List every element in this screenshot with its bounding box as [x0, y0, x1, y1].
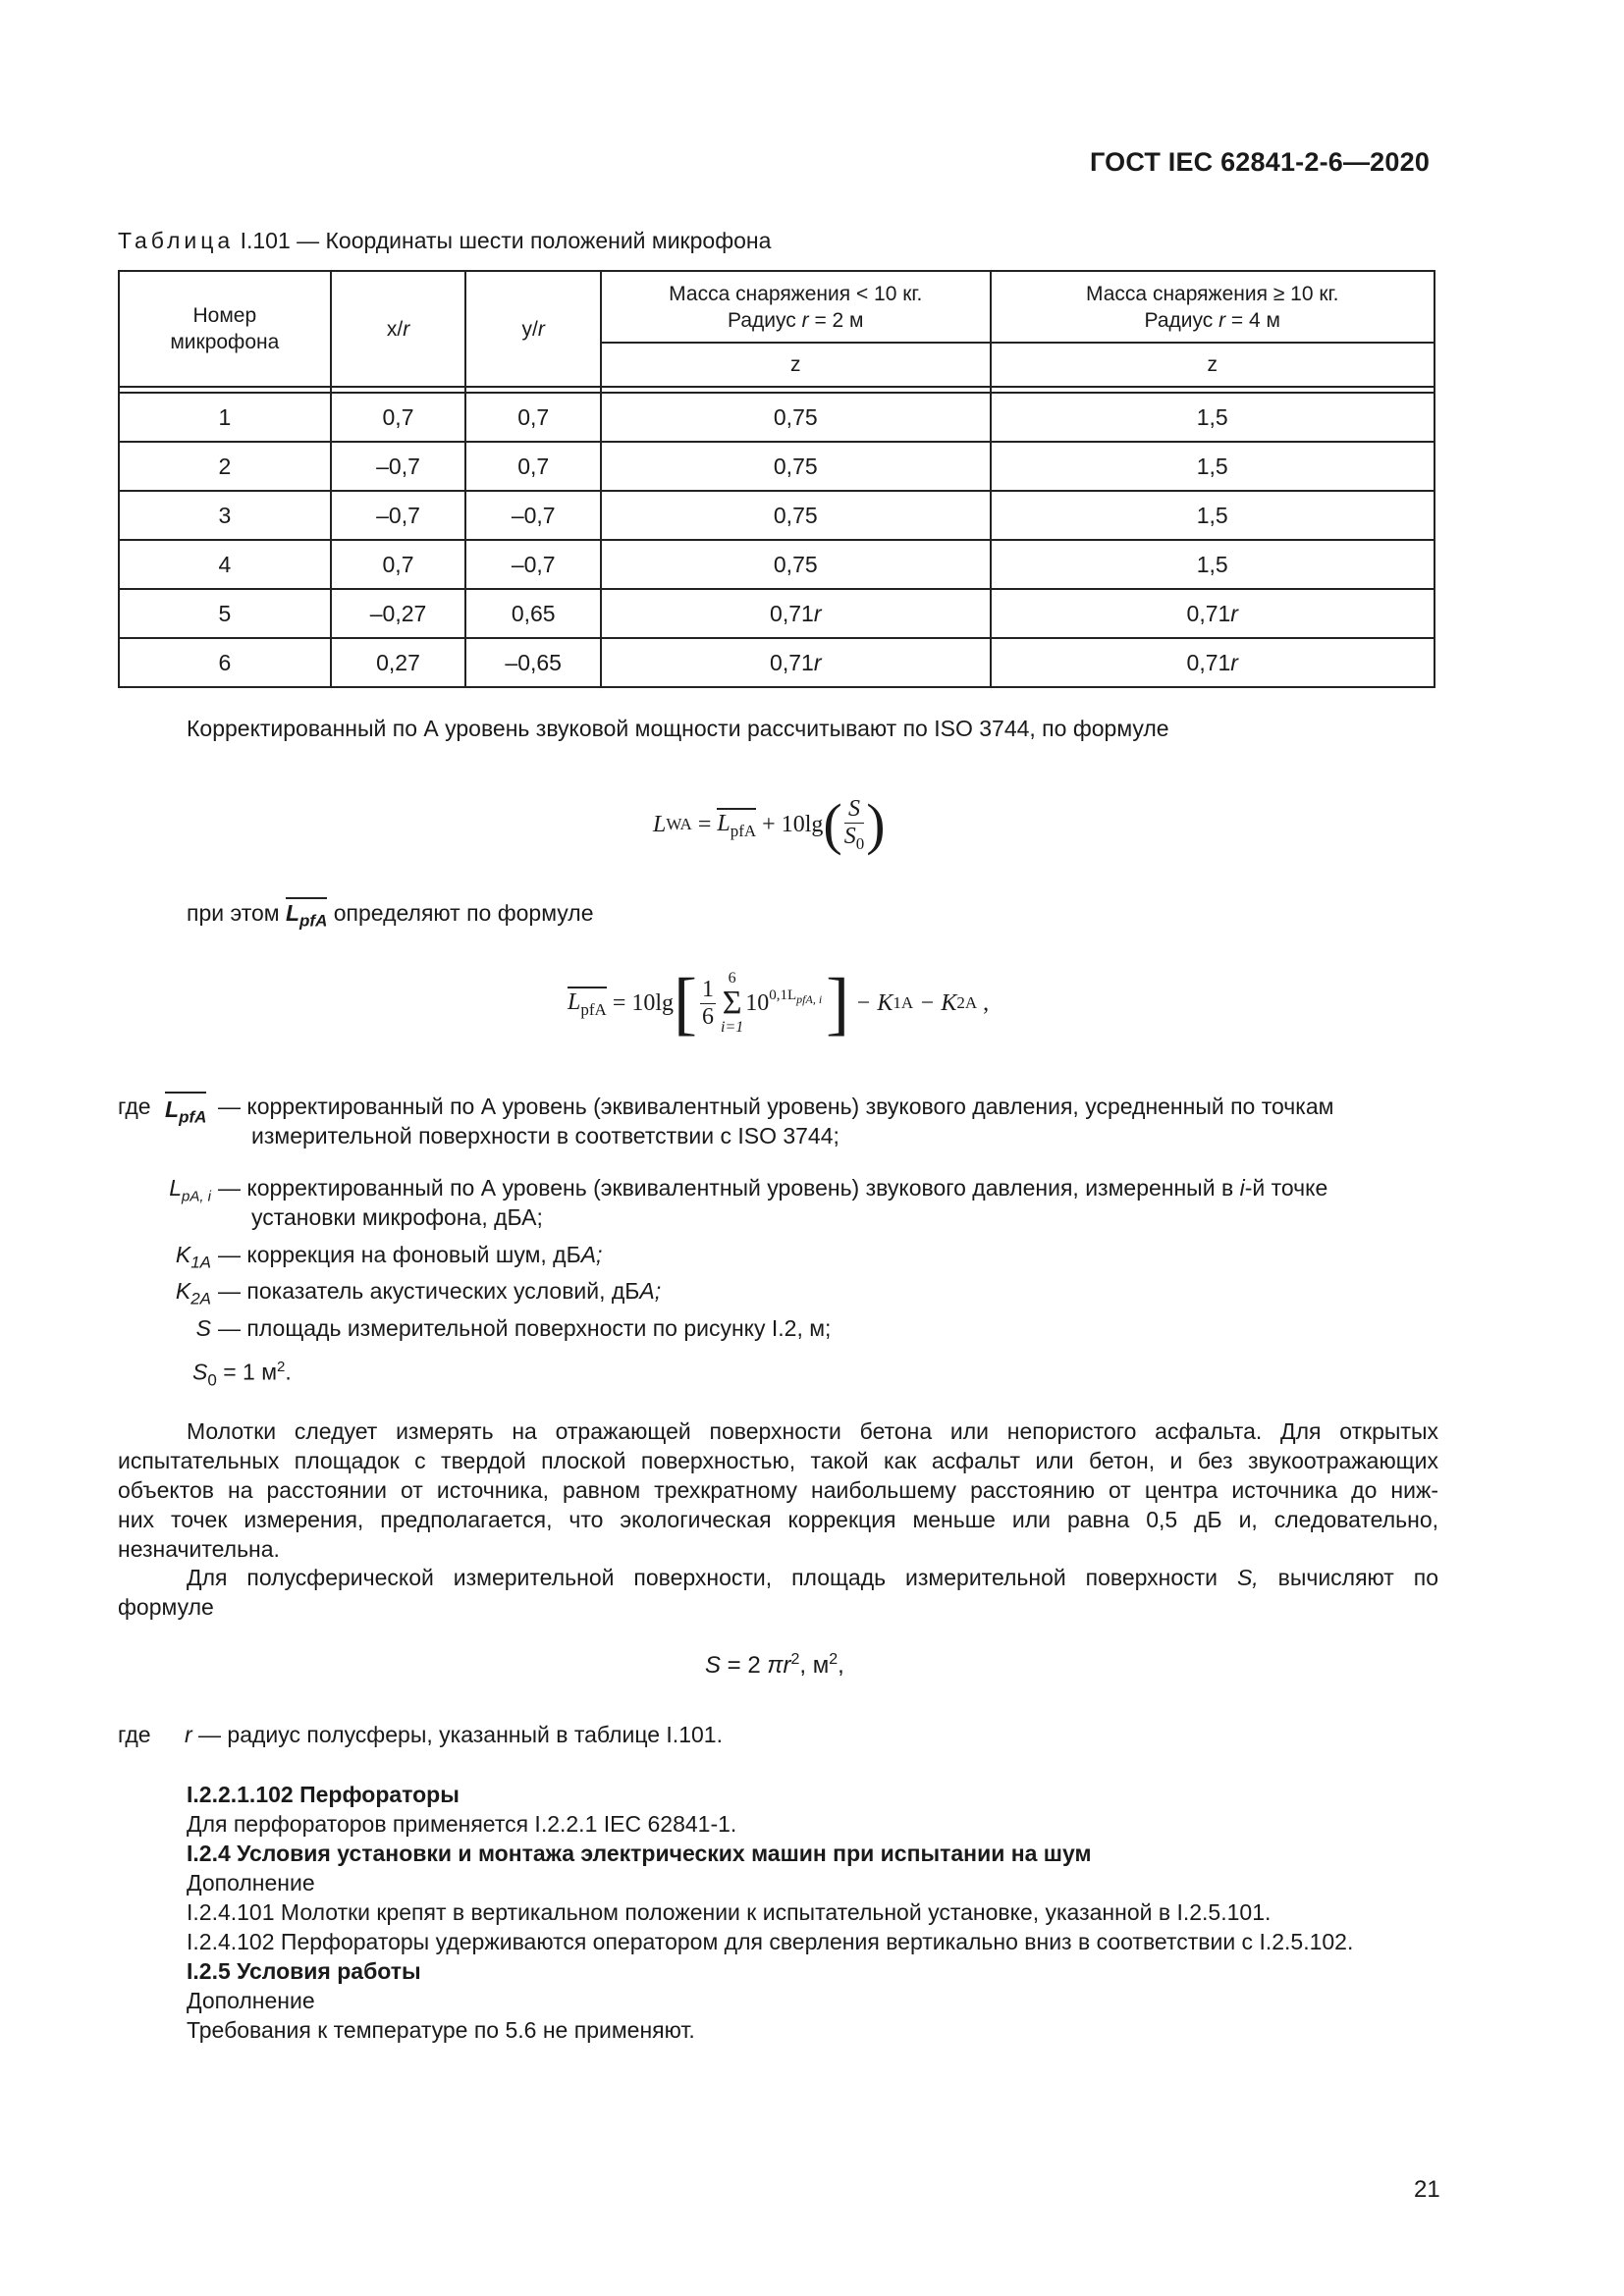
table-cell-z1: 0,75 [601, 540, 990, 589]
section-text-hammers-mount: I.2.4.101 Молотки крепят в вертикальном положении к испытательной установке, указанной в I.2.5.101. [187, 1899, 1272, 1925]
table-cell-n: 1 [119, 393, 331, 442]
section-heading-operating: I.2.5 Условия работы [187, 1958, 421, 1984]
table-row [119, 589, 1435, 638]
table-cell-y: –0,7 [465, 540, 601, 589]
table-cell-z2: 0,71r [991, 638, 1435, 687]
section-text-temperature: Требования к температуре по 5.6 не применяют. [187, 2017, 695, 2043]
table-cell-y: 0,7 [465, 393, 601, 442]
section-block [187, 1780, 1443, 2045]
table-cell-n: 6 [119, 638, 331, 687]
header-mass-large: Масса снаряжения ≥ 10 кг. Радиус r = 4 м [991, 271, 1435, 343]
formula-lwa: L WA = $L_{pfA}$ + 10lg ( S $S_0$ ) [653, 792, 886, 856]
table-cell-z2: 1,5 [991, 442, 1435, 491]
table-caption-prefix: Таблица [118, 228, 235, 253]
table-cell-z2: 1,5 [991, 393, 1435, 442]
table-cell-z1: 0,71r [601, 589, 990, 638]
section-heading-perforators: I.2.2.1.102 Перфораторы [187, 1782, 460, 1807]
table-cell-z1: 0,75 [601, 442, 990, 491]
table-cell-z1: 0,75 [601, 393, 990, 442]
table-cell-y: 0,7 [465, 442, 601, 491]
formula-lpfa: $L_{pfA}$ = 10lg [ 1 6 6 Σ i=1 10 $^{0,1L_{pfA, i}}$ ] − K 1A − K 2A , [568, 964, 990, 1042]
table-cell-x: –0,7 [331, 442, 466, 491]
hemisphere-paragraph: Для полусферической измерительной поверхности, площадь измерительной поверхности S, вычисляют по формуле [118, 1565, 1438, 1620]
table-cell-n: 3 [119, 491, 331, 540]
table-cell-x: 0,27 [331, 638, 466, 687]
document-code: ГОСТ IEC 62841-2-6—2020 [1090, 147, 1431, 177]
table-cell-y: –0,7 [465, 491, 601, 540]
table-cell-n: 2 [119, 442, 331, 491]
header-x: x/r [331, 271, 466, 387]
table-cell-x: 0,7 [331, 540, 466, 589]
table-cell-x: 0,7 [331, 393, 466, 442]
hammers-paragraph: Молотки следует измерять на отражающей поверхности бетона или непористого асфальта. Для открытых испытательных площадок с твердой плоской поверхностью, такой как асфальт или бетон, и без звукоотражающих объектов на расстоянии от источника, равном трехкратному наибольшему расстоянию от центра источника до ниж- них точек измерения, предполагается, что экологическая коррекция меньше или равна 0,5 дБ и, следовательно, незначительна. [118, 1418, 1438, 1562]
section-heading-installation: I.2.4 Условия установки и монтажа электрических машин при испытании на шум [187, 1841, 1092, 1866]
table-cell-z1: 0,75 [601, 491, 990, 540]
table-row [119, 540, 1435, 589]
table-cell-z2: 1,5 [991, 491, 1435, 540]
table-cell-x: –0,7 [331, 491, 466, 540]
section-text-perforators: Для перфораторов применяется I.2.2.1 IEC 62841-1. [187, 1811, 737, 1837]
table-row [119, 491, 1435, 540]
table-cell-z1: 0,71r [601, 638, 990, 687]
table-caption [118, 228, 771, 254]
section-text-addition-2: Дополнение [187, 1988, 315, 2013]
table-caption-text: I.101 — Координаты шести положений микрофона [234, 228, 772, 253]
header-z-small: z [601, 343, 990, 387]
table-cell-n: 4 [119, 540, 331, 589]
table-cell-z2: 0,71r [991, 589, 1435, 638]
header-mic-no: Номер микрофона [119, 271, 331, 387]
header-y: y/r [465, 271, 601, 387]
page-number: 21 [1414, 2176, 1440, 2203]
table-cell-n: 5 [119, 589, 331, 638]
formula-area: S = 2 $\pi r^2$, $м^2$, [705, 1651, 844, 1679]
intro-paragraph: Корректированный по А уровень звуковой мощности рассчитывают по ISO 3744, по формуле [187, 716, 1169, 741]
table-cell-x: –0,27 [331, 589, 466, 638]
microphone-positions-table [118, 270, 1435, 688]
radius-definition: где r — радиус полусферы, указанный в таблице I.101. [118, 1722, 723, 1747]
table-cell-y: 0,65 [465, 589, 601, 638]
header-mass-small: Масса снаряжения < 10 кг. Радиус r = 2 м [601, 271, 990, 343]
section-text-addition-1: Дополнение [187, 1870, 315, 1896]
table-cell-y: –0,65 [465, 638, 601, 687]
table-row [119, 393, 1435, 442]
section-text-perforators-hold: I.2.4.102 Перфораторы удерживаются оператором для сверления вертикально вниз в соответствии с I.2.5.102. [187, 1929, 1354, 1954]
table-row [119, 442, 1435, 491]
table-cell-z2: 1,5 [991, 540, 1435, 589]
header-z-large: z [991, 343, 1435, 387]
lpfa-intro: при этом $L_{pfA}$ определяют по формуле [187, 898, 594, 936]
table-row [119, 638, 1435, 687]
